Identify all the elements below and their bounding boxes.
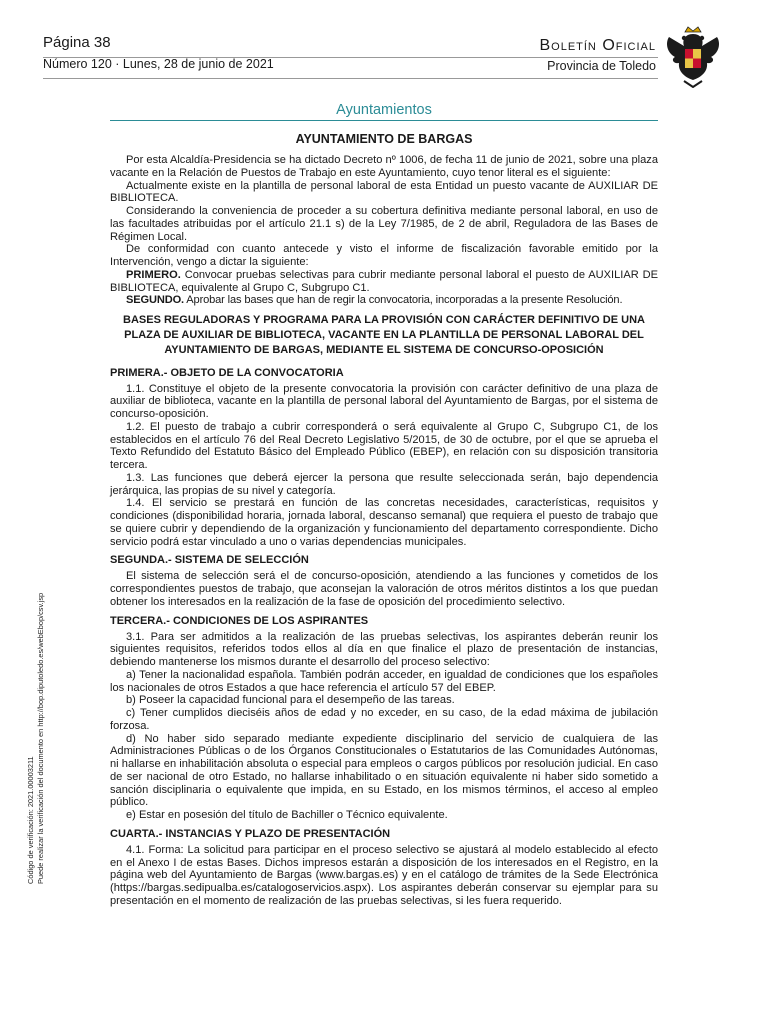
- bulletin-title: Boletín Oficial: [539, 37, 656, 54]
- intro-paragraph: Actualmente existe en la plantilla de personal laboral de esta Entidad un puesto vacante de AUXILIAR DE BIBLIOTECA.: [110, 179, 658, 205]
- bases-title: BASES REGULADORAS Y PROGRAMA PARA LA PROVISIÓN CON CARÁCTER DEFINITIVO DE UNA PLAZA DE AUXILIAR DE BIBLIOTECA, VACANTE EN LA PLANTILLA DE PERSONAL LABORAL DEL AYUNTAMIENTO DE BARGAS, MEDIANTE EL SISTEMA DE CONCURSO-OPOSICIÓN: [123, 314, 645, 357]
- paragraph: b) Poseer la capacidad funcional para el desempeño de las tareas.: [126, 694, 455, 707]
- segundo-text: Aprobar las bases que han de regir la convocatoria, incorporadas a la presente Resolución.: [183, 294, 623, 307]
- document-body: [110, 154, 658, 908]
- segundo-label: SEGUNDO.: [126, 294, 184, 307]
- paragraph: El sistema de selección será el de concurso-oposición, atendiendo a las funciones y cometidos de los correspondientes puestos de trabajo, que aconsejan la valoración de otros méritos distintos a los que puedan obtener los interesados en la realización de la fase de oposición del procedimiento selectivo.: [110, 570, 658, 608]
- province-name: Provincia de Toledo: [547, 59, 656, 73]
- primero-label: PRIMERO.: [126, 268, 181, 281]
- paragraph: 3.1. Para ser admitidos a la realización de las pruebas selectivas, los aspirantes deberán reunir los siguientes requisitos, referidos todos ellos al día en que finalice el plazo de presentación de instancias, debiendo mantenerse los mismos durante el desarrollo del proceso selectivo:: [110, 630, 658, 669]
- resolution-segundo: [110, 294, 658, 307]
- verification-url: Puede realizar la verificación del documento en http://bop.diputoledo.es/webEbop/csv.jsp: [36, 592, 45, 884]
- paragraph: a) Tener la nacionalidad española. También podrán acceder, en igualdad de condiciones que los españoles los nacionales de otros Estados a que hace referencia el artículo 57 del EBEP.: [110, 668, 658, 694]
- resolution-primero: [110, 269, 658, 295]
- paragraph: d) No haber sido separado mediante expediente disciplinario del servicio de cualquiera de las Administraciones Públicas o de los Órganos Constitucionales o Estatutarios de las Comunidades Autónomas, ni hallarse en inhabilitación absoluta o especial para empleos o cargos públicos por resolución judicial. En caso de ser nacional de otro Estado, no hallarse inhabilitado o en situación equivalente ni haber sido sometido a sanción disciplinaria o equivalente que impida, en su Estado, en los mismos términos, el acceso al empleo público.: [110, 732, 658, 809]
- paragraph: c) Tener cumplidos dieciséis años de edad y no exceder, en su caso, de la edad máxima de jubilación forzosa.: [110, 707, 658, 732]
- page-number: Página 38: [43, 34, 111, 51]
- issue-info: Número 120 · Lunes, 28 de junio de 2021: [43, 57, 274, 71]
- header-rule-bottom: [43, 78, 658, 79]
- section-heading: TERCERA.- CONDICIONES DE LOS ASPIRANTES: [110, 614, 369, 627]
- verification-code: Código de verificación: 2021.00003211: [26, 756, 35, 884]
- paragraph: 1.2. El puesto de trabajo a cubrir corresponderá o será equivalente al Grupo C, Subgrupo C1, de los establecidos en el artículo 76 del Real Decreto Legislativo 5/2015, de 30 de octubre, por el que se aprueba el Texto Refundido del Estatuto Básico del Empleado Público (EBEP), en relación con su disposición transitoria tercera.: [110, 420, 658, 472]
- paragraph: e) Estar en posesión del título de Bachiller o Técnico equivalente.: [126, 809, 448, 822]
- section-heading: SEGUNDA.- SISTEMA DE SELECCIÓN: [110, 554, 309, 567]
- main-content: [110, 101, 658, 908]
- paragraph: 1.1. Constituye el objeto de la presente convocatoria la provisión con carácter definitivo de una plaza de auxiliar de biblioteca, vacante en la plantilla de personal laboral del Ayuntamiento de Bargas, por el sistema de concurso-oposición.: [110, 382, 658, 421]
- primero-text: Convocar pruebas selectivas para cubrir mediante personal laboral el puesto de AUXILIAR DE BIBLIOTECA, equivalente al Grupo C, Subgrupo C1.: [110, 268, 658, 294]
- section-heading: CUARTA.- INSTANCIAS Y PLAZO DE PRESENTACIÓN: [110, 827, 391, 840]
- header-right: [539, 36, 656, 74]
- intro-paragraph: Considerando la conveniencia de proceder a su cobertura definitiva mediante personal laboral, en uso de las facultades atribuidas por el artículo 21.1 s) de la Ley 7/1985, de 2 de abril, Reguladora de las Bases de Régimen Local.: [110, 205, 658, 243]
- entity-title: AYUNTAMIENTO DE BARGAS: [295, 132, 473, 146]
- coat-of-arms-icon: [664, 26, 722, 88]
- header-left: [43, 34, 274, 72]
- paragraph: 4.1. Forma: La solicitud para participar en el proceso selectivo se ajustará al modelo establecido al efecto en el Anexo I de estas Bases. Dichos impresos estarán a disposición de los interesados en el Registro, en la página web del Ayuntamiento de Bargas (www.bargas.es) y en el catálogo de trámites de la Sede Electrónica (https://bargas.sedipualba.es/catalogoservicios.aspx). Los aspirantes deberán conservar su ejemplar para su presentación en el momento de realización de las pruebas selectivas, si les fuera requerido.: [110, 843, 658, 907]
- paragraph: 1.4. El servicio se prestará en función de las concretas necesidades, características, requisitos y condiciones (disponibilidad horaria, jornada laboral, descanso semanal) que requiera el puesto de trabajo que se quiere cubrir y dependiendo de la organización y funcionamiento del departamento correspondiente. Dicho servicio podrá estar vinculado a uno o varias dependencias municipales.: [110, 497, 658, 548]
- paragraph: 1.3. Las funciones que deberá ejercer la persona que resulte seleccionada serán, bajo dependencia jerárquica, las propias de su nivel y categoría.: [110, 471, 658, 497]
- verification-sidebar: [28, 528, 44, 884]
- section-title: Ayuntamientos: [110, 101, 658, 121]
- section-heading: PRIMERA.- OBJETO DE LA CONVOCATORIA: [110, 366, 344, 379]
- header-rule-top: [43, 57, 658, 58]
- intro-paragraph: Por esta Alcaldía-Presidencia se ha dictado Decreto nº 1006, de fecha 11 de junio de 2021, sobre una plaza vacante en la Relación de Puestos de Trabajo en este Ayuntamiento, cuyo tenor literal es el siguiente:: [110, 154, 658, 179]
- intro-paragraph: De conformidad con cuanto antecede y visto el informe de fiscalización favorable emitido por la Intervención, vengo a dictar la siguiente:: [110, 243, 658, 268]
